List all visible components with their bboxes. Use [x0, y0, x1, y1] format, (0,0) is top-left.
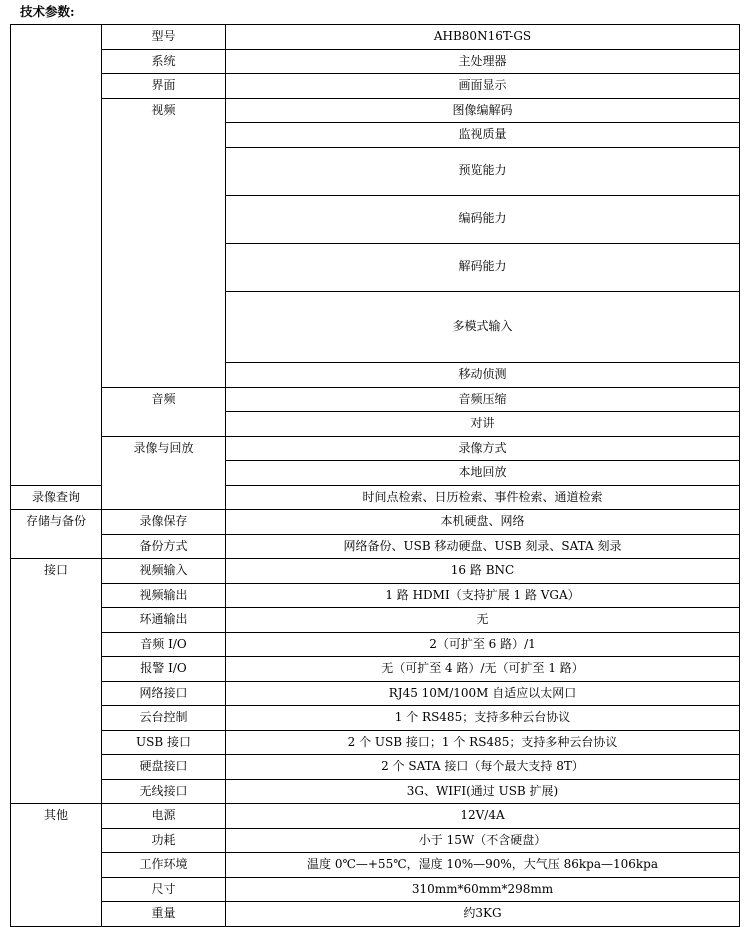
category-cell: 接口	[11, 559, 102, 804]
table-row	[11, 828, 740, 853]
value-line: 无（可扩至 4 路）/无（可扩至 1 路）	[381, 661, 584, 675]
category-cell: 音频	[102, 387, 226, 436]
param-value	[226, 583, 740, 608]
param-label: 视频输出	[102, 583, 226, 608]
table-row	[11, 608, 740, 633]
value-line: 本机硬盘、网络	[440, 514, 525, 528]
param-label: 重量	[102, 902, 226, 927]
param-label: 云台控制	[102, 706, 226, 731]
value-line: 网络备份、USB 移动硬盘、USB 刻录、SATA 刻录	[343, 538, 622, 553]
value-line: 16 路 BNC	[450, 563, 515, 577]
value-line: 1 个 RS485；支持多种云台协议	[394, 710, 571, 724]
table-row	[11, 98, 740, 123]
table-row	[11, 902, 740, 927]
param-value	[226, 608, 740, 633]
table-row	[11, 681, 740, 706]
value-line: 2 个 USB 接口；1 个 RS485；支持多种云台协议	[347, 734, 618, 749]
table-row	[11, 49, 740, 74]
category-cell: 其他	[11, 804, 102, 927]
category-cell: 录像与回放	[102, 436, 226, 510]
value-line: 时间点检索、日历检索、事件检索、通道检索	[362, 489, 603, 504]
table-row	[11, 387, 740, 412]
table-row	[11, 779, 740, 804]
value-line: 12V/4A	[460, 808, 505, 822]
param-value	[226, 779, 740, 804]
param-label: 多模式输入	[226, 291, 740, 363]
category-cell: 界面	[102, 74, 226, 99]
table-row	[11, 730, 740, 755]
param-label: 音频压缩	[226, 387, 740, 412]
value-line: 小于 15W（不含硬盘）	[418, 832, 547, 847]
param-label: 网络接口	[102, 681, 226, 706]
param-label: 尺寸	[102, 877, 226, 902]
table-row	[11, 657, 740, 682]
value-line: AHB80N16T-GS	[433, 29, 532, 43]
value-line: 约3KG	[463, 906, 502, 920]
page-title: 技术参数:	[20, 4, 75, 19]
param-value	[226, 828, 740, 853]
table-row	[11, 436, 740, 461]
table-row	[11, 755, 740, 780]
param-label: 图像编解码	[226, 98, 740, 123]
param-value	[226, 534, 740, 559]
param-label: 报警 I/O	[102, 657, 226, 682]
param-label: 电源	[102, 804, 226, 829]
param-label: 编码能力	[226, 195, 740, 243]
param-label: 本地回放	[226, 461, 740, 486]
value-line: 无	[476, 612, 489, 626]
value-line: RJ45 10M/100M 自适应以太网口	[388, 685, 577, 700]
param-value	[226, 755, 740, 780]
param-label: 主处理器	[226, 49, 740, 74]
value-line: 3G、WIFI(通过 USB 扩展)	[406, 783, 559, 798]
param-label: 对讲	[226, 412, 740, 437]
param-label: USB 接口	[102, 730, 226, 755]
param-label: 录像查询	[11, 485, 102, 510]
table-row	[11, 583, 740, 608]
param-label: 工作环境	[102, 853, 226, 878]
param-label: 硬盘接口	[102, 755, 226, 780]
param-value	[226, 681, 740, 706]
param-value	[226, 877, 740, 902]
param-label: 型号	[102, 25, 226, 50]
param-label: 移动侦测	[226, 363, 740, 388]
category-cell	[11, 25, 102, 486]
param-value	[226, 853, 740, 878]
category-cell: 系统	[102, 49, 226, 74]
param-label: 解码能力	[226, 243, 740, 291]
table-row	[11, 853, 740, 878]
param-label: 预览能力	[226, 147, 740, 195]
param-label: 无线接口	[102, 779, 226, 804]
param-label: 画面显示	[226, 74, 740, 99]
param-label: 监视质量	[226, 123, 740, 148]
table-row	[11, 74, 740, 99]
param-value	[226, 730, 740, 755]
param-value	[226, 657, 740, 682]
table-row	[11, 534, 740, 559]
category-cell: 视频	[102, 98, 226, 387]
param-value	[226, 25, 740, 50]
table-row	[11, 706, 740, 731]
table-row	[11, 559, 740, 584]
param-value	[226, 902, 740, 927]
param-label: 备份方式	[102, 534, 226, 559]
value-line: 310mm*60mm*298mm	[411, 881, 554, 896]
param-label: 视频输入	[102, 559, 226, 584]
table-row	[11, 877, 740, 902]
param-label: 功耗	[102, 828, 226, 853]
table-row	[11, 632, 740, 657]
param-label: 环通输出	[102, 608, 226, 633]
table-row	[11, 804, 740, 829]
value-line: 1 路 HDMI（支持扩展 1 路 VGA）	[385, 587, 580, 602]
category-cell: 存储与备份	[11, 510, 102, 559]
param-label: 录像保存	[102, 510, 226, 535]
param-value	[226, 559, 740, 584]
table-row	[11, 25, 740, 50]
param-label: 音频 I/O	[102, 632, 226, 657]
param-value	[226, 706, 740, 731]
table-row	[11, 510, 740, 535]
param-value	[226, 632, 740, 657]
param-value	[226, 804, 740, 829]
param-value	[226, 485, 740, 510]
param-value	[226, 510, 740, 535]
spec-table	[10, 24, 740, 927]
param-label: 录像方式	[226, 436, 740, 461]
value-line: 2 个 SATA 接口（每个最大支持 8T）	[381, 759, 584, 773]
value-line: 温度 0℃—+55℃，湿度 10%—90%，大气压 86kpa—106kpa	[307, 857, 658, 871]
value-line: 2（可扩至 6 路）/1	[429, 636, 536, 651]
